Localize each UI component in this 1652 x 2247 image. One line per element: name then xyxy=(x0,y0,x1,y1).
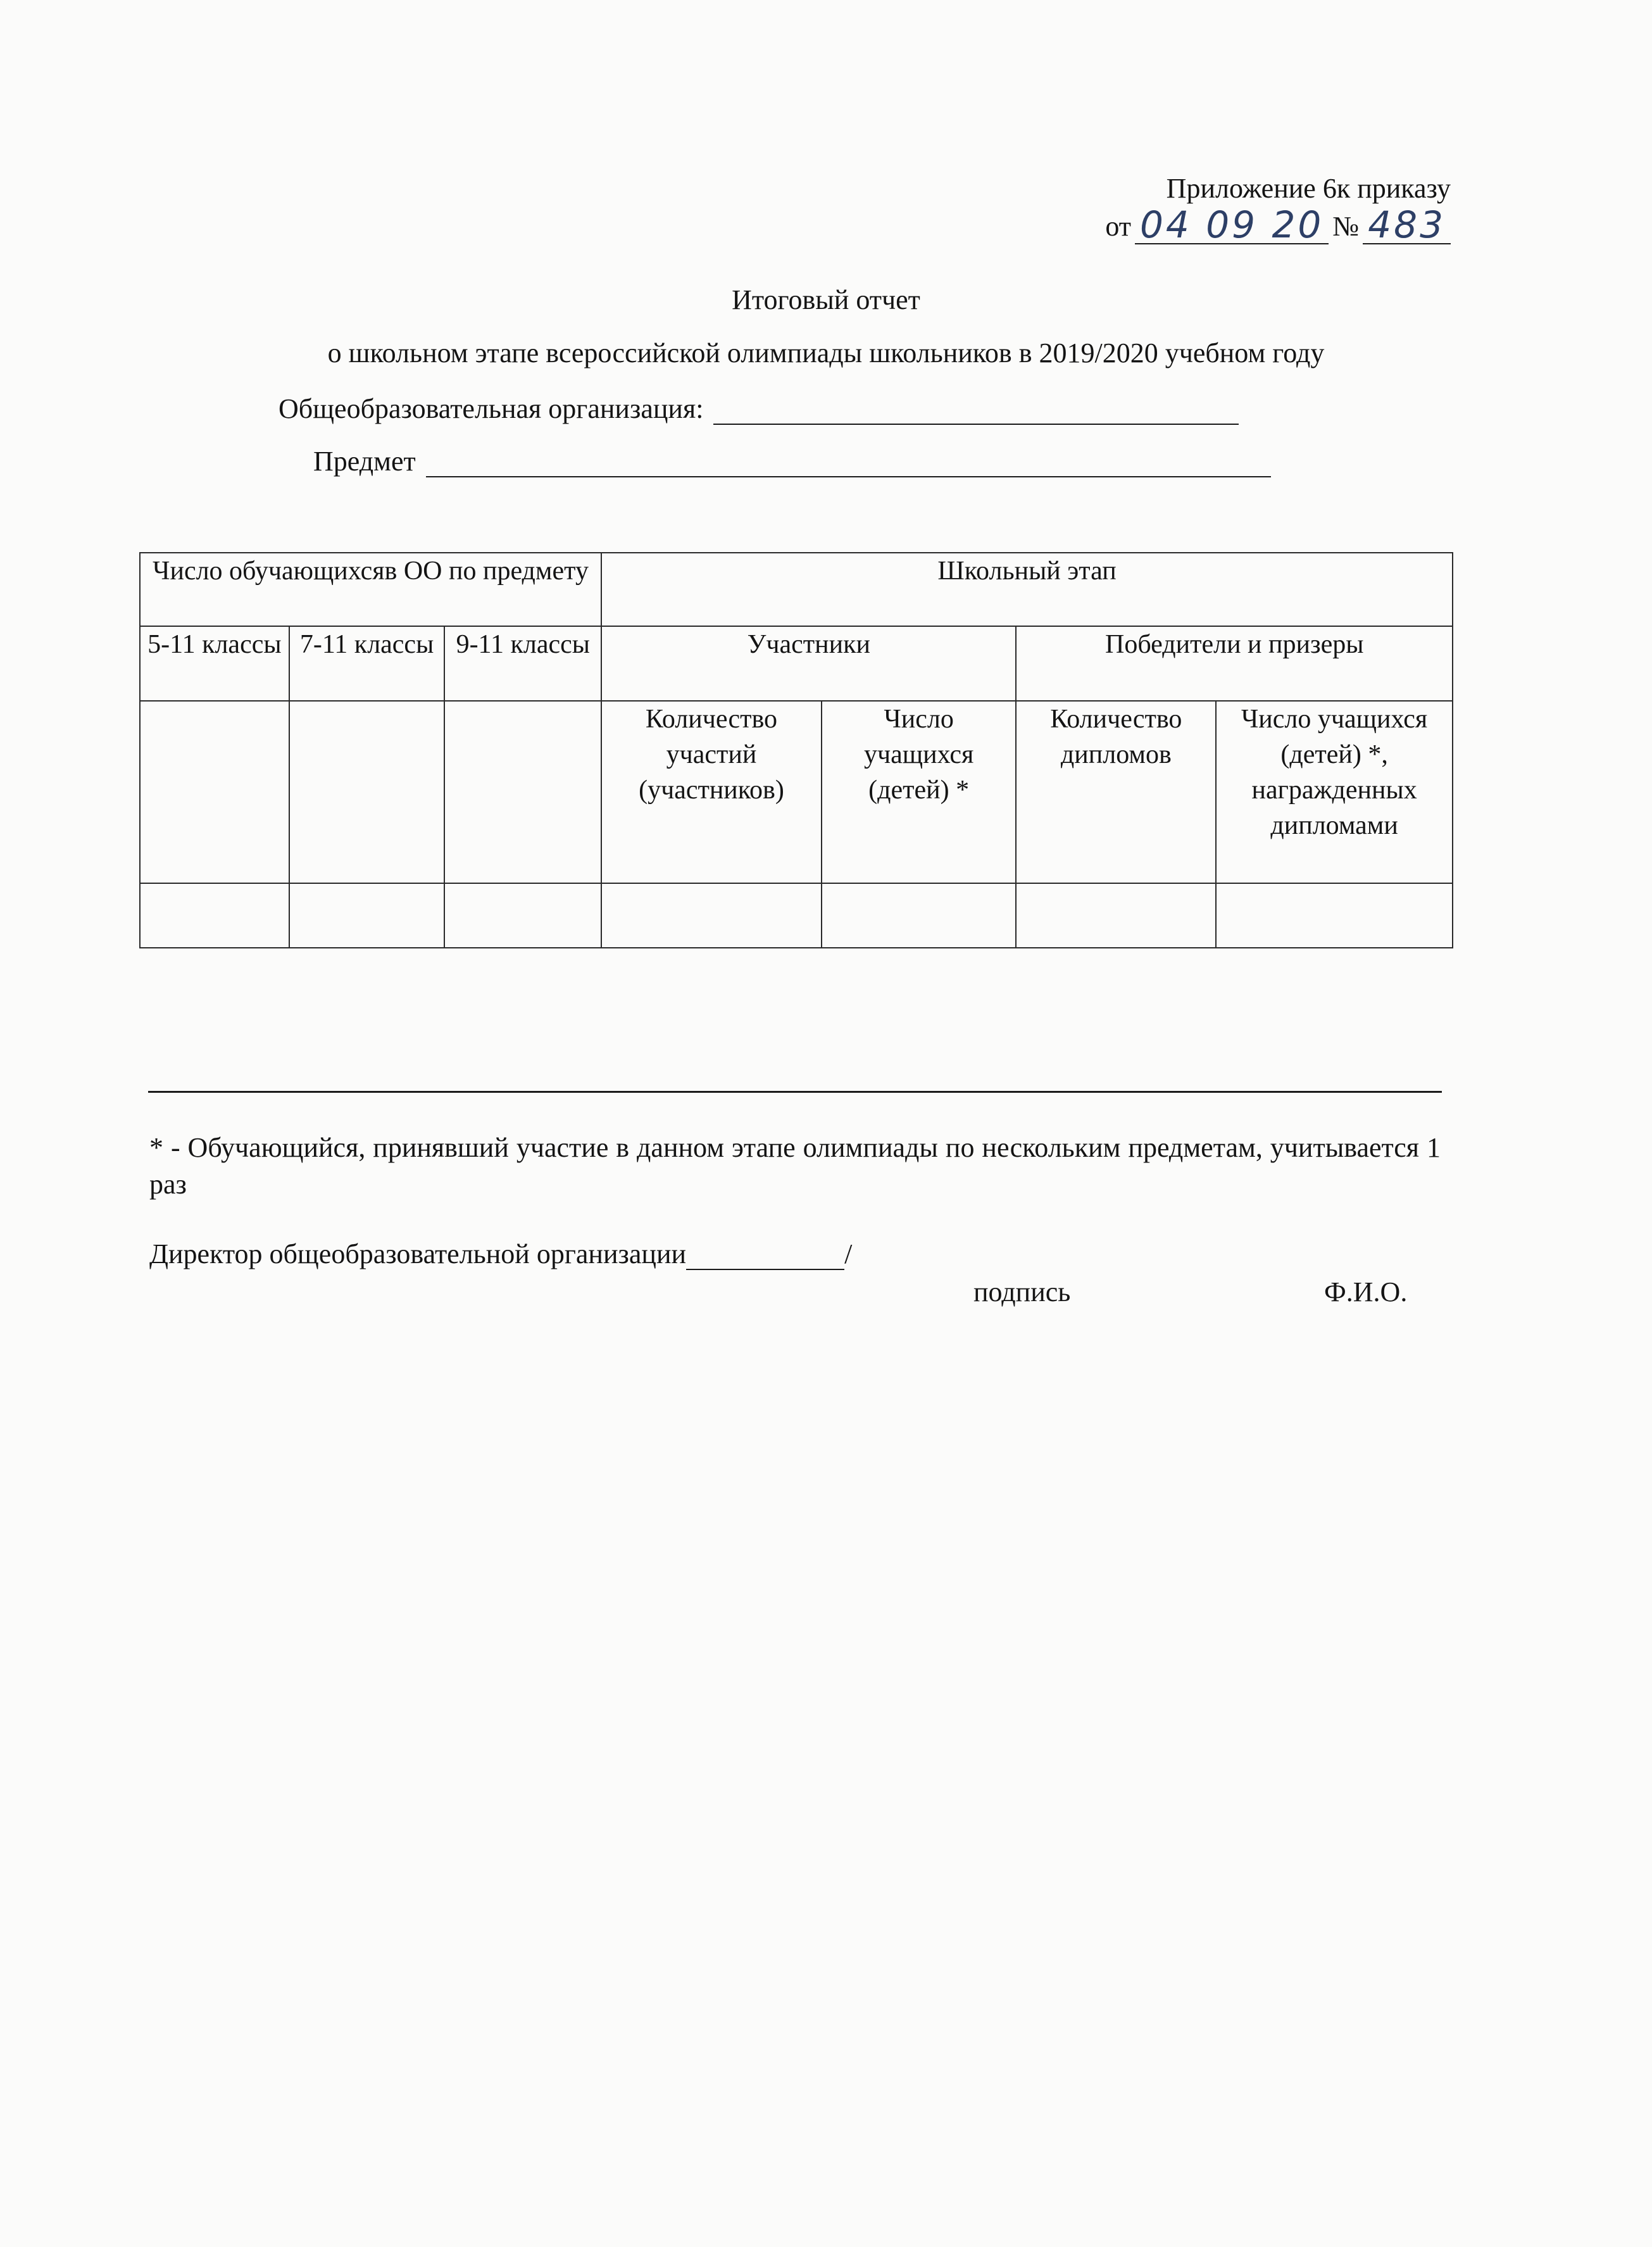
grade-col-5-11: 5-11 классы xyxy=(140,626,289,701)
subject-label: Предмет xyxy=(313,446,416,477)
director-signature-line xyxy=(149,1238,852,1270)
signature-slash: / xyxy=(844,1238,853,1269)
data-cell[interactable] xyxy=(444,883,601,948)
data-cell[interactable] xyxy=(601,883,822,948)
director-label: Директор общеобразовательной организации xyxy=(149,1238,687,1269)
data-cell[interactable] xyxy=(140,883,289,948)
awarded-students-cell: Число учащихся (детей) *, награжденных дипломами xyxy=(1216,701,1453,883)
organization-label: Общеобразовательная организация: xyxy=(278,393,704,424)
empty-cell xyxy=(140,701,289,883)
report-title: Итоговый отчет xyxy=(732,284,920,315)
subject-blank-line[interactable] xyxy=(426,451,1271,477)
students-header-cell: Число обучающихсяв ОО по предмету xyxy=(140,553,601,626)
subject-field xyxy=(313,445,1271,477)
data-cell[interactable] xyxy=(822,883,1017,948)
footnote-divider xyxy=(148,1091,1442,1093)
grade-col-9-11: 9-11 классы xyxy=(444,626,601,701)
participants-header-cell: Участники xyxy=(601,626,1016,701)
full-name-caption: Ф.И.О. xyxy=(1324,1276,1408,1307)
table-header-row xyxy=(140,553,1453,626)
signature-blank-line[interactable] xyxy=(686,1243,844,1270)
report-table xyxy=(139,552,1453,948)
data-cell[interactable] xyxy=(1216,883,1453,948)
empty-cell xyxy=(289,701,445,883)
data-cell[interactable] xyxy=(289,883,445,948)
handwritten-order-number: 483 xyxy=(1363,206,1451,244)
date-prefix: от xyxy=(1105,211,1132,242)
participations-count-cell: Количество участий (участников) xyxy=(601,701,822,883)
annex-title: Приложение 6к приказу xyxy=(1166,173,1451,204)
table-data-row[interactable] xyxy=(140,883,1453,948)
empty-cell xyxy=(444,701,601,883)
signature-caption: подпись xyxy=(973,1276,1071,1307)
number-prefix: № xyxy=(1332,211,1360,242)
stage-header-cell: Школьный этап xyxy=(601,553,1453,626)
annex-header xyxy=(1105,171,1451,244)
participants-students-cell: Число учащихся (детей) * xyxy=(822,701,1017,883)
handwritten-date: 04 09 20 xyxy=(1135,206,1329,244)
organization-blank-line[interactable] xyxy=(713,398,1239,425)
footnote-text: * - Обучающийся, принявший участие в данном этапе олимпиады по нескольким предметам, учитывается 1 раз xyxy=(149,1132,1441,1200)
diplomas-count-cell: Количество дипломов xyxy=(1016,701,1216,883)
data-cell[interactable] xyxy=(1016,883,1216,948)
annex-date-line xyxy=(1105,203,1451,246)
report-subtitle: о школьном этапе всероссийской олимпиады школьников в 2019/2020 учебном году xyxy=(327,337,1325,368)
table-detail-row xyxy=(140,701,1453,883)
grade-col-7-11: 7-11 классы xyxy=(289,626,445,701)
winners-header-cell: Победители и призеры xyxy=(1016,626,1453,701)
table-subheader-row xyxy=(140,626,1453,701)
organization-field xyxy=(278,393,1239,425)
